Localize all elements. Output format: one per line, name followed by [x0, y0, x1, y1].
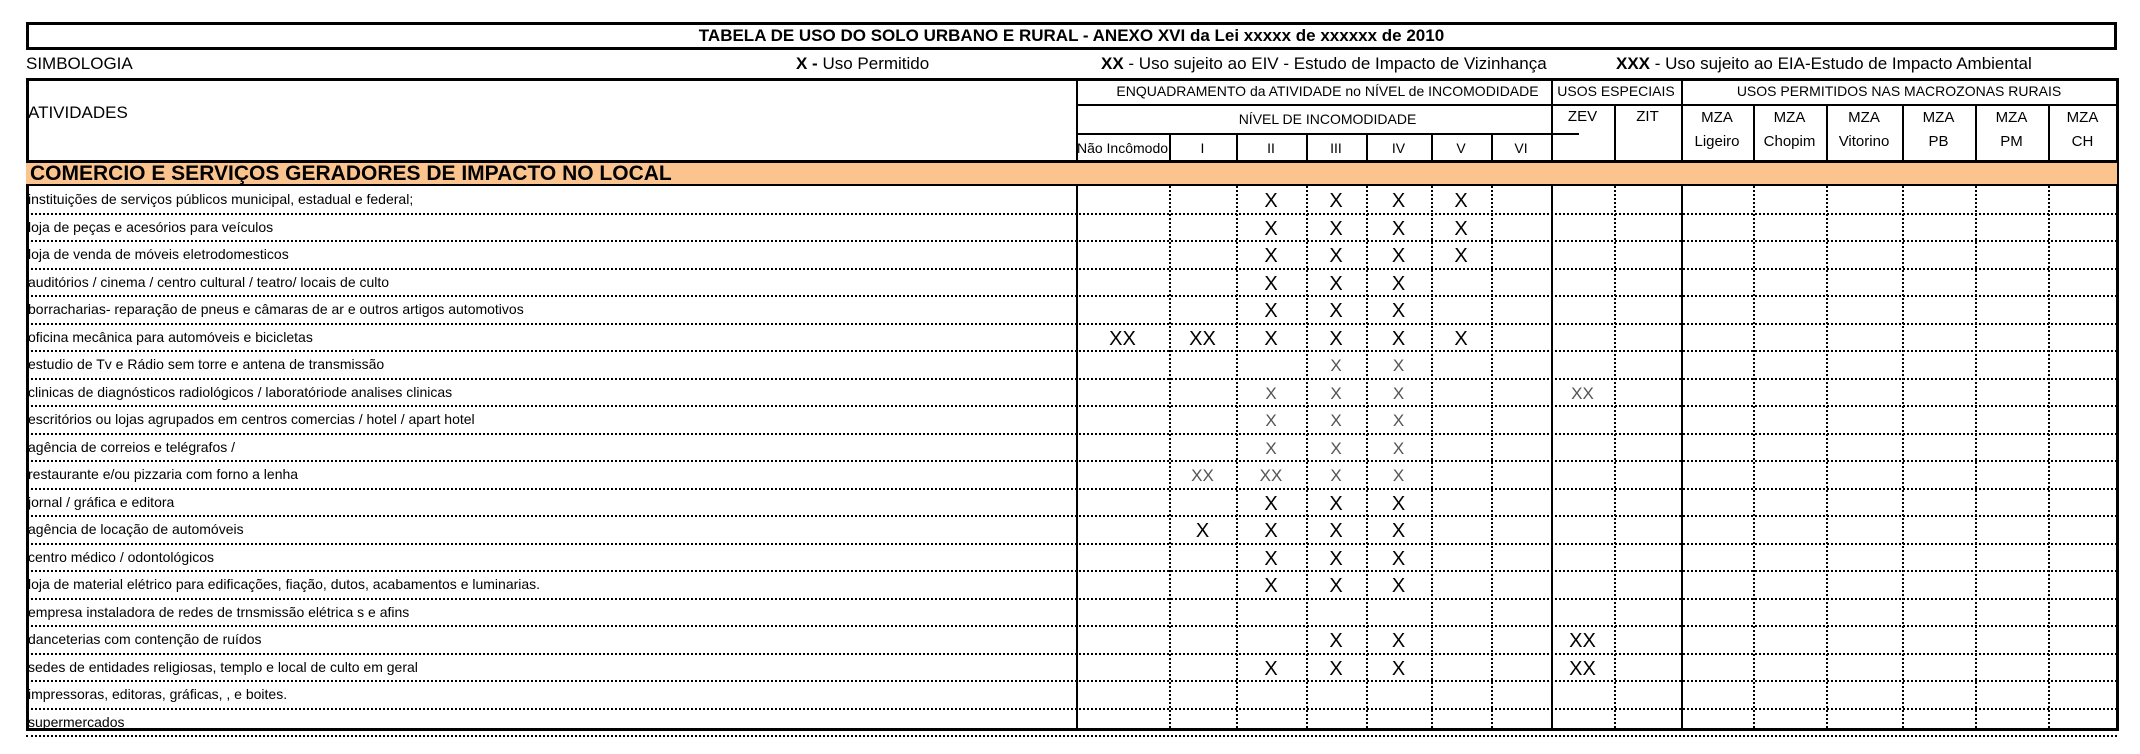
column-divider	[1975, 104, 1977, 160]
usage-mark: X	[1454, 245, 1468, 267]
usage-mark: X	[1264, 272, 1278, 295]
usage-mark: X	[1264, 327, 1278, 350]
usage-mark: X	[1454, 327, 1468, 350]
column-divider	[1169, 133, 1171, 160]
usage-mark: X	[1391, 327, 1406, 350]
usage-mark: X	[1264, 190, 1278, 212]
usage-mark: X	[1264, 520, 1278, 542]
usage-mark: X	[1392, 356, 1405, 375]
legend-xxx	[1616, 54, 2032, 74]
column-divider	[1431, 133, 1433, 160]
row-divider	[26, 515, 2117, 517]
usage-mark: X	[1329, 245, 1343, 267]
usage-mark: XX	[1571, 383, 1594, 403]
usage-mark: X	[1454, 190, 1468, 212]
legend-bar	[26, 54, 2117, 76]
section-band	[26, 160, 2117, 186]
level-header: Não Incômodo	[1076, 140, 1169, 156]
macrozona-header-bottom: Vitorino	[1838, 133, 1890, 150]
row-label: supermercados	[28, 713, 125, 730]
usage-mark: X	[1330, 466, 1342, 485]
macrozona-header-top: MZA	[1922, 109, 1955, 126]
macrozona-header-top: MZA	[1995, 109, 2028, 126]
usage-mark: X	[1454, 217, 1468, 240]
header-enquadramento: ENQUADRAMENTO da ATIVIDADE no NÍVEL de INCOMODIDADE	[1116, 83, 1539, 99]
usage-mark: X	[1330, 383, 1342, 403]
row-label: danceterias com contenção de ruídos	[28, 631, 262, 647]
legend-xx-desc: - Uso sujeito ao EIV - Estudo de Impacto de Vizinhança	[1123, 54, 1547, 73]
row-divider	[26, 735, 2117, 737]
land-use-table	[26, 78, 2119, 730]
usage-mark: X	[1391, 190, 1406, 212]
row-divider	[26, 460, 2117, 462]
legend-x	[796, 54, 929, 74]
usage-mark: X	[1391, 575, 1406, 597]
legend-xxx-desc: - Uso sujeito ao EIA-Estudo de Impacto Ambiental	[1650, 54, 2032, 73]
column-divider	[1491, 133, 1493, 160]
row-label: escritórios ou lojas agrupados em centros comercias / hotel / apart hotel	[28, 411, 475, 427]
macrozona-header-bottom: PM	[2000, 133, 2023, 150]
legend-x-desc: Uso Permitido	[817, 54, 930, 73]
macrozona-header-top: MZA	[1773, 109, 1806, 126]
row-label: auditórios / cinema / centro cultural / teatro/ locais de culto	[28, 273, 390, 290]
usage-mark: X	[1265, 411, 1277, 430]
usage-mark: X	[1391, 547, 1406, 570]
legend-xx-code: XX	[1101, 54, 1124, 73]
usage-mark: X	[1329, 492, 1343, 515]
row-label: agência de locação de automóveis	[28, 521, 244, 537]
usage-mark: X	[1329, 547, 1343, 570]
usage-mark: X	[1264, 547, 1278, 570]
legend-xxx-code: XXX	[1616, 54, 1651, 73]
usage-mark: X	[1329, 272, 1343, 295]
usage-mark: X	[1329, 190, 1343, 212]
usage-mark: X	[1392, 411, 1405, 430]
macrozona-header-bottom: CH	[2071, 133, 2094, 150]
row-label: sedes de entidades religiosas, templo e local de culto em geral	[28, 658, 418, 675]
column-divider	[1614, 104, 1616, 160]
usage-mark: X	[1195, 520, 1210, 542]
row-divider	[26, 240, 2117, 242]
header-nivel: NÍVEL DE INCOMODIDADE	[1238, 111, 1417, 127]
usage-mark: X	[1392, 438, 1405, 458]
col-header-atividades: ATIVIDADES	[28, 103, 128, 122]
column-divider	[1681, 78, 1683, 160]
usage-mark: X	[1330, 411, 1342, 430]
row-label: agência de correios e telégrafos /	[28, 438, 236, 455]
usage-mark: X	[1391, 630, 1406, 652]
usage-mark: X	[1391, 300, 1406, 322]
row-label: impressoras, editoras, gráficas, , e boites.	[28, 686, 288, 702]
usage-mark: X	[1392, 466, 1405, 485]
header-divider-1	[1076, 104, 1579, 106]
usage-mark: X	[1330, 438, 1342, 458]
row-label: loja de material elétrico para edificações, fiação, dutos, acabamentos e luminarias.	[28, 576, 541, 592]
row-label: jornal / gráfica e editora	[28, 493, 175, 510]
row-label: loja de peças e acesórios para veículos	[28, 218, 274, 235]
usage-mark: X	[1264, 245, 1278, 267]
column-divider	[1366, 133, 1368, 160]
usage-mark: X	[1391, 217, 1406, 240]
section-title: COMERCIO E SERVIÇOS GERADORES DE IMPACTO NO LOCAL	[30, 162, 672, 185]
header-divider-2	[1076, 133, 1579, 135]
row-label: oficina mecânica para automóveis e bicicletas	[28, 328, 313, 345]
especial-header: ZIT	[1636, 108, 1659, 125]
usage-mark: XX	[1259, 466, 1283, 485]
level-header: III	[1330, 140, 1342, 156]
usage-mark: X	[1391, 245, 1406, 267]
row-label: estudio de Tv e Rádio sem torre e antena de transmissão	[28, 356, 385, 372]
column-divider	[1902, 104, 1904, 160]
usage-mark: XX	[1569, 630, 1596, 652]
level-header: II	[1267, 140, 1275, 156]
level-header: IV	[1391, 140, 1406, 156]
macrozona-header-bottom: PB	[1928, 133, 1949, 150]
usage-mark: X	[1329, 217, 1343, 240]
macrozona-header-bottom: Ligeiro	[1694, 133, 1740, 150]
usage-mark: X	[1329, 300, 1343, 322]
usage-mark: X	[1329, 630, 1343, 652]
table-bottom-border	[26, 728, 2119, 731]
usage-mark: X	[1265, 383, 1277, 403]
usage-mark: X	[1264, 657, 1278, 680]
usage-mark: X	[1392, 383, 1405, 403]
header-usos-permitidos: USOS PERMITIDOS NAS MACROZONAS RURAIS	[1736, 83, 2062, 99]
column-divider	[1551, 78, 1553, 160]
usage-mark: X	[1391, 657, 1406, 680]
row-label: loja de venda de móveis eletrodomesticos	[28, 246, 289, 262]
legend-x-code: X -	[796, 54, 818, 73]
row-label: borracharias- reparação de pneus e câmaras de ar e outros artigos automotivos	[28, 301, 524, 317]
row-label: empresa instaladora de redes de trnsmissão elétrica s e afins	[28, 603, 410, 620]
column-divider	[1236, 133, 1238, 160]
column-divider	[1826, 104, 1828, 160]
usage-mark: XX	[1109, 327, 1136, 350]
level-header: V	[1456, 140, 1466, 156]
legend-xx	[1101, 54, 1547, 74]
header-divider-3	[1551, 104, 2117, 106]
macrozona-header-top: MZA	[2066, 109, 2099, 126]
column-divider	[1753, 104, 1755, 160]
usage-mark: XX	[1191, 466, 1214, 485]
row-divider	[26, 708, 2117, 710]
usage-mark: X	[1264, 300, 1278, 322]
row-label: clinicas de diagnósticos radiológicos / laboratóriode analises clinicas	[28, 383, 453, 400]
usage-mark: X	[1391, 492, 1406, 515]
macrozona-header-top: MZA	[1848, 109, 1880, 126]
usage-mark: X	[1391, 520, 1406, 542]
usage-mark: X	[1329, 520, 1343, 542]
row-divider	[26, 543, 2117, 545]
usage-mark: X	[1391, 272, 1406, 295]
especial-header: ZEV	[1567, 108, 1598, 125]
usage-mark: X	[1329, 327, 1343, 350]
row-label: restaurante e/ou pizzaria com forno a lenha	[28, 466, 299, 482]
level-header: VI	[1514, 140, 1528, 156]
column-divider	[1306, 133, 1308, 160]
usage-mark: XX	[1569, 657, 1596, 680]
row-label: centro médico / odontológicos	[28, 548, 214, 565]
row-divider	[26, 488, 2117, 490]
column-divider	[2048, 104, 2050, 160]
usage-mark: XX	[1189, 327, 1216, 350]
row-label: instituições de serviços públicos municipal, estadual e federal;	[28, 191, 414, 207]
header-usos-especiais: USOS ESPECIAIS	[1557, 83, 1675, 99]
usage-mark: X	[1329, 657, 1343, 680]
macrozona-header-bottom: Chopim	[1763, 133, 1816, 150]
usage-mark: X	[1329, 575, 1343, 597]
usage-mark: X	[1264, 217, 1278, 240]
macrozona-header-top: MZA	[1701, 109, 1733, 126]
table-top-border	[26, 78, 2119, 81]
column-divider	[1076, 78, 1078, 160]
level-header: I	[1200, 140, 1205, 156]
usage-mark: X	[1330, 356, 1342, 375]
usage-mark: X	[1264, 575, 1278, 597]
legend-simbologia: SIMBOLOGIA	[26, 54, 133, 73]
table-title: TABELA DE USO DO SOLO URBANO E RURAL - ANEXO XVI da Lei xxxxx de xxxxxx de 2010	[26, 22, 2117, 50]
usage-mark: X	[1265, 438, 1277, 458]
usage-mark: X	[1264, 492, 1278, 515]
